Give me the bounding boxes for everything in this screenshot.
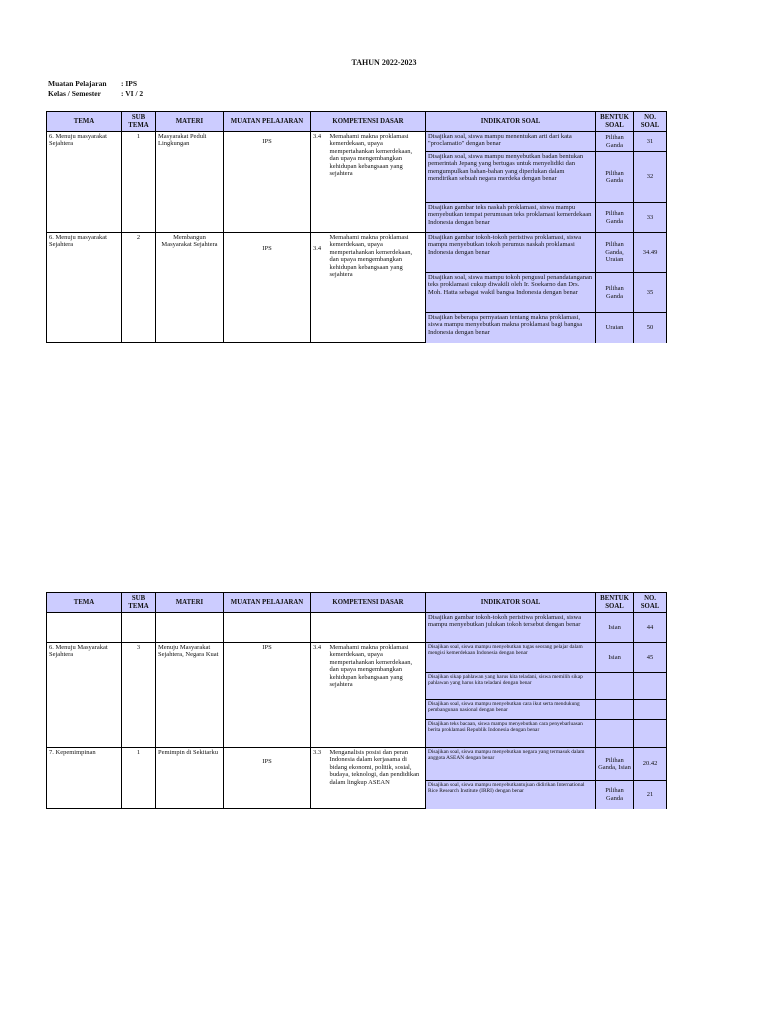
cell-bentuk: Pilihan Ganda, Isian	[596, 748, 634, 781]
cell-no-soal-empty	[634, 673, 667, 700]
cell-kd-text: Memahami makna proklamasi kemerdekaan, upaya mempertahankan kemerdekaan, dan upaya mengembangkan kehidupan kebangsaan yang sejahtera	[328, 132, 426, 233]
cell-no-soal: 21	[634, 781, 667, 809]
kisi-kisi-table-2	[46, 592, 667, 809]
cell-kd-text: Memahami makna proklamasi kemerdekaan, upaya mempertahankan kemerdekaan, dan upaya mengembangkan kehidupan kebangsaan yang sejahtera	[328, 643, 426, 748]
cell-no-soal: 44	[634, 613, 667, 643]
kisi-kisi-table-1	[46, 111, 667, 343]
header-materi: MATERI	[156, 593, 224, 613]
table-row	[47, 613, 667, 643]
cell-indikator: Disajikan sikap pahlawan yang harus kita teladani, siswa memilih sikap pahlawan yang harus kita teladani dengan benar	[426, 673, 596, 700]
cell-materi: Masyarakat Peduli Lingkungan	[156, 132, 224, 233]
cell-no-soal: 31	[634, 132, 667, 152]
cell-muatan: IPS	[224, 643, 311, 748]
muatan-value: : IPS	[121, 79, 138, 88]
cell-bentuk: Isian	[596, 613, 634, 643]
cell-muatan: IPS	[224, 748, 311, 809]
table-header-row	[47, 593, 667, 613]
cell-indikator: Disajikan soal, siswa mampu menyebutkan badan bentukan pemerintah Jepang yang bertugas untuk menyelidiki dan mengumpulkan bahan-bahan yang diperlukan dalam mendirikan sebuah negara merdeka dengan benar	[426, 152, 596, 203]
cell-indikator: Disajikan teks bacaan, siswa mampu menyebutkan cara penyebarluasan berita proklamasi Republik Indonesia dengan benar	[426, 720, 596, 748]
header-muatan: MUATAN PELAJARAN	[224, 593, 311, 613]
cell-kd-text: Menganalisis posisi dan peran Indonesia dalam kerjasama di bidang ekonomi, politik, sosial, budaya, teknologi, dan pendidikan dalam lingkup ASEAN	[328, 748, 426, 809]
cell-no-soal: 50	[634, 313, 667, 343]
header-indikator: INDIKATOR SOAL	[426, 112, 596, 132]
cell-indikator: Disajikan beberapa pernyataan tentang makna proklamasi, siswa mampu menyebutkan makna proklamasi bagi bangsa Indonesia dengan benar	[426, 313, 596, 343]
cell-kd-number-empty	[311, 613, 328, 643]
header-materi: MATERI	[156, 112, 224, 132]
cell-indikator: Disajikan soal, siswa mampu menyebutkan cara ikut serta mendukung pembangunan nasional dengan benar	[426, 700, 596, 720]
cell-no-soal: 33	[634, 203, 667, 233]
cell-sub-tema: 3	[122, 643, 156, 748]
cell-sub-tema: 2	[122, 233, 156, 343]
cell-kd-text: Memahami makna proklamasi kemerdekaan, upaya mempertahankan kemerdekaan, dan upaya mengembangkan kehidupan kebangsaan yang sejahtera	[328, 233, 426, 343]
cell-bentuk: Isian	[596, 643, 634, 673]
cell-no-soal-empty	[634, 700, 667, 720]
cell-no-soal: 32	[634, 152, 667, 203]
cell-bentuk: Uraian	[596, 313, 634, 343]
cell-muatan: IPS	[224, 132, 311, 233]
cell-indikator: Disajikan soal, siswa mampu tokoh pengusul penandatanganan teks proklamasi cukup diwakili oleh Ir. Soekarno dan Drs. Moh. Hatta sebagai wakil bangsa Indonesia dengan benar	[426, 273, 596, 313]
cell-no-soal: 20.42	[634, 748, 667, 781]
table-row	[47, 643, 667, 673]
header-bentuk: BENTUK SOAL	[596, 112, 634, 132]
cell-indikator: Disajikan gambar tokoh-tokoh peristiwa proklamasi, siswa mampu menyebutkan tokoh perumus naskah proklamasi Indonesia dengan benar	[426, 233, 596, 273]
cell-indikator: Disajikan soal, siswa mampu menyebutkan negara yang termasuk dalam anggota ASEAN dengan benar	[426, 748, 596, 781]
header-sub-tema: SUB TEMA	[122, 593, 156, 613]
cell-kd-text-empty	[328, 613, 426, 643]
cell-no-soal: 35	[634, 273, 667, 313]
cell-no-soal: 45	[634, 643, 667, 673]
cell-muatan: IPS	[224, 233, 311, 343]
table-header-row	[47, 112, 667, 132]
cell-tema: 6. Menuju masyarakat Sejahtera	[47, 132, 122, 233]
cell-sub-tema-empty	[122, 613, 156, 643]
header-kompetensi-dasar: KOMPETENSI DASAR	[311, 112, 426, 132]
header-bentuk: BENTUK SOAL	[596, 593, 634, 613]
table-row	[47, 748, 667, 781]
cell-materi: Membangun Masyarakat Sejahtera	[156, 233, 224, 343]
kelas-value: : VI / 2	[121, 89, 144, 98]
cell-sub-tema: 1	[122, 132, 156, 233]
cell-indikator: Disajikan soal, siswa mampu menyebutkantujuan didirikan International Rice Research Institute (IRRI) dengan benar	[426, 781, 596, 809]
kelas-label: Kelas / Semester	[48, 89, 101, 98]
cell-materi-empty	[156, 613, 224, 643]
cell-bentuk: Pilihan Ganda	[596, 273, 634, 313]
cell-muatan-empty	[224, 613, 311, 643]
cell-tema: 7. Kepemimpinan	[47, 748, 122, 809]
cell-materi: Pemimpin di Sekitarku	[156, 748, 224, 809]
header-muatan: MUATAN PELAJARAN	[224, 112, 311, 132]
cell-sub-tema: 1	[122, 748, 156, 809]
cell-tema-empty	[47, 613, 122, 643]
header-indikator: INDIKATOR SOAL	[426, 593, 596, 613]
cell-kd-number: 3.4	[311, 132, 328, 233]
cell-kd-number: 3.4	[311, 233, 328, 343]
cell-bentuk: Pilihan Ganda	[596, 132, 634, 152]
cell-bentuk: Pilihan Ganda, Uraian	[596, 233, 634, 273]
cell-bentuk: Pilihan Ganda	[596, 152, 634, 203]
cell-tema: 6. Menuju masyarakat Sejahtera	[47, 233, 122, 343]
header-no-soal: NO. SOAL	[634, 593, 667, 613]
cell-bentuk: Pilihan Ganda	[596, 781, 634, 809]
kelas-semester-row	[48, 89, 143, 98]
cell-tema: 6. Menuju Masyarakat Sejahtera	[47, 643, 122, 748]
muatan-label: Muatan Pelajaran	[48, 79, 107, 88]
cell-indikator: Disajikan soal, siswa mampu menentukan arti dari kata "proclamatio" dengan benar	[426, 132, 596, 152]
cell-indikator: Disajikan soal, siswa mampu menyebutkan tugas seorang pelajar dalam mengisi kemerdekaan Indonesia dengan benar	[426, 643, 596, 673]
cell-bentuk: Pilihan Ganda	[596, 203, 634, 233]
cell-no-soal: 34.49	[634, 233, 667, 273]
cell-bentuk-empty	[596, 720, 634, 748]
cell-kd-number: 3.4	[311, 643, 328, 748]
cell-bentuk-empty	[596, 700, 634, 720]
header-no-soal: NO. SOAL	[634, 112, 667, 132]
table-row	[47, 132, 667, 152]
header-tema: TEMA	[47, 593, 122, 613]
cell-indikator: Disajikan gambar teks naskah proklamasi, siswa mampu menyebutkan tempat perumusan teks proklamasi kemerdekaan Indonesia dengan benar	[426, 203, 596, 233]
cell-indikator: Disajikan gambar tokoh-tokoh peristiwa proklamasi, siswa mampu menyebutkan julukan tokoh tersebut dengan benar	[426, 613, 596, 643]
cell-no-soal-empty	[634, 720, 667, 748]
header-sub-tema: SUB TEMA	[122, 112, 156, 132]
muatan-pelajaran-row	[48, 79, 137, 88]
table-row	[47, 233, 667, 273]
cell-materi: Menuju Masyarakat Sejahtera, Negara Kuat	[156, 643, 224, 748]
cell-kd-number: 3.3	[311, 748, 328, 809]
header-tema: TEMA	[47, 112, 122, 132]
page-title: TAHUN 2022-2023	[351, 58, 417, 67]
cell-bentuk-empty	[596, 673, 634, 700]
header-kompetensi-dasar: KOMPETENSI DASAR	[311, 593, 426, 613]
